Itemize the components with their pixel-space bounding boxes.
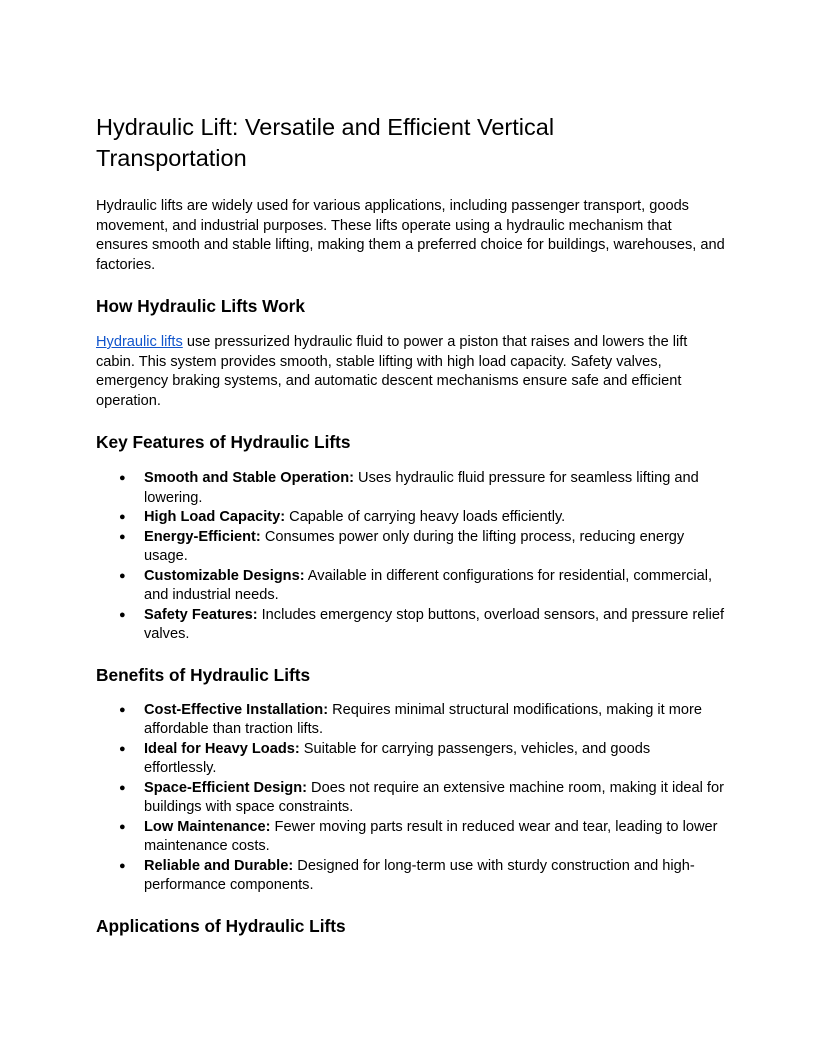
bullet-icon: ● bbox=[119, 472, 126, 484]
list-item-desc: Capable of carrying heavy loads efficiently. bbox=[285, 509, 566, 525]
list-item-desc: Uses hydraulic fluid pressure for seamless lifting and lowering. bbox=[144, 470, 699, 506]
list-item bbox=[96, 779, 726, 818]
list-item-term: Space-Efficient Design: bbox=[144, 779, 307, 796]
bullet-icon: ● bbox=[119, 530, 126, 543]
list-item bbox=[96, 701, 726, 740]
list-item-term: Safety Features: bbox=[144, 606, 258, 623]
list-item bbox=[96, 740, 726, 779]
page-title: Hydraulic Lift: Versatile and Efficient Vertical Transportation bbox=[96, 114, 555, 171]
section-heading-features: Key Features of Hydraulic Lifts bbox=[96, 432, 351, 452]
how-it-works-text: use pressurized hydraulic fluid to power a piston that raises and lowers the lift cabin. This system provides smooth, stable lifting with high load capacity. Safety valves, emergency braking systems, and automatic descent mechanisms ensure safe and efficient operation. bbox=[96, 334, 688, 409]
section-heading-how-it-works: How Hydraulic Lifts Work bbox=[96, 296, 306, 316]
list-item-desc: Consumes power only during the lifting process, reducing energy usage. bbox=[144, 528, 685, 564]
list-item-term: Cost-Effective Installation: bbox=[144, 701, 329, 718]
list-item-desc: Designed for long-term use with sturdy construction and high-performance components. bbox=[144, 857, 695, 893]
list-item bbox=[96, 818, 726, 857]
list-item bbox=[96, 508, 726, 528]
bullet-icon: ● bbox=[119, 859, 126, 872]
list-item-desc: Does not require an extensive machine room, making it ideal for buildings with space constraints. bbox=[144, 779, 724, 815]
list-item-desc: Suitable for carrying passengers, vehicles, and goods effortlessly. bbox=[144, 740, 651, 776]
bullet-icon: ● bbox=[119, 820, 126, 833]
features-list bbox=[96, 469, 726, 645]
bullet-icon: ● bbox=[119, 569, 126, 582]
list-item-desc: Fewer moving parts result in reduced wear and tear, leading to lower maintenance costs. bbox=[144, 818, 718, 854]
bullet-icon: ● bbox=[119, 781, 126, 794]
list-item bbox=[96, 567, 726, 606]
list-item bbox=[96, 528, 726, 567]
list-item-desc: Available in different configurations for residential, commercial, and industrial needs. bbox=[144, 567, 713, 603]
list-item-term: Smooth and Stable Operation: bbox=[144, 470, 354, 486]
bullet-icon: ● bbox=[119, 511, 126, 523]
list-item-term: Reliable and Durable: bbox=[144, 857, 294, 874]
list-item-term: Ideal for Heavy Loads: bbox=[144, 740, 300, 757]
list-item-term: High Load Capacity: bbox=[144, 509, 286, 525]
list-item-term: Low Maintenance: bbox=[144, 818, 271, 835]
how-it-works-paragraph bbox=[96, 333, 726, 411]
benefits-list bbox=[96, 701, 726, 896]
list-item-desc: Includes emergency stop buttons, overload sensors, and pressure relief valves. bbox=[144, 606, 725, 642]
hydraulic-lifts-link[interactable]: Hydraulic lifts bbox=[96, 334, 183, 350]
list-item bbox=[96, 606, 726, 645]
intro-paragraph: Hydraulic lifts are widely used for various applications, including passenger transport, goods movement, and industrial purposes. These lifts operate using a hydraulic mechanism that ensures smooth and stable lifting, making them a preferred choice for buildings, warehouses, and factories. bbox=[96, 198, 725, 273]
section-heading-benefits: Benefits of Hydraulic Lifts bbox=[96, 664, 311, 685]
document-page bbox=[96, 112, 726, 937]
list-item bbox=[96, 469, 726, 508]
list-item bbox=[96, 857, 726, 896]
bullet-icon: ● bbox=[119, 703, 126, 716]
list-item-term: Energy-Efficient: bbox=[144, 528, 261, 545]
list-item-desc: Requires minimal structural modifications, making it more affordable than traction lifts. bbox=[144, 701, 702, 737]
bullet-icon: ● bbox=[119, 742, 126, 755]
list-item-term: Customizable Designs: bbox=[144, 567, 305, 584]
section-heading-applications: Applications of Hydraulic Lifts bbox=[96, 915, 346, 936]
bullet-icon: ● bbox=[119, 608, 126, 621]
